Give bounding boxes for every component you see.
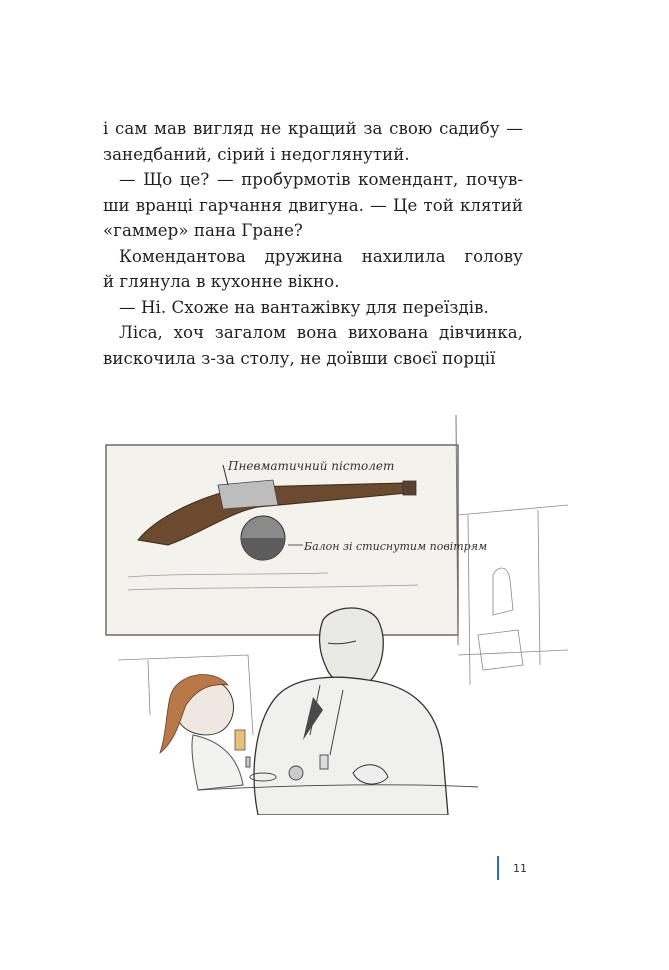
- poster-label: Балон зі стиснутим повітрям: [304, 540, 488, 553]
- text-line: — Що це? — пробурмотів комендант, почув-: [119, 170, 523, 189]
- text-line: — Ні. Схоже на вантажівку для переїздів.: [119, 297, 489, 317]
- page-number: 11: [513, 862, 527, 875]
- text-line: вискочила з-за столу, не доївши своєї порції: [103, 348, 496, 368]
- pistol-poster: [106, 415, 487, 645]
- lisa-figure: [160, 675, 245, 790]
- text-line: Ліса, хоч загалом вона вихована дівчинка,: [119, 323, 523, 342]
- text-line: і сам мав вигляд не кращий за свою садибу —: [103, 119, 523, 138]
- kitchen-illustration: [98, 405, 568, 815]
- text-line: й глянула в кухонне вікно.: [103, 272, 340, 291]
- text-line: занедбаний, сірий і недоглянутий.: [103, 144, 410, 164]
- poster-title: Пневматичний пістолет: [228, 459, 395, 473]
- page-accent-bar: [497, 856, 499, 880]
- illustration-drawing: [98, 405, 568, 815]
- body-text: [103, 116, 523, 371]
- text-line: ши вранці гарчання двигуна. — Це той клятий: [103, 195, 523, 215]
- text-line: «гаммер» пана Гране?: [103, 221, 303, 240]
- commandant-figure: [254, 608, 448, 815]
- text-line: Комендантова дружина нахилила голову: [119, 246, 523, 266]
